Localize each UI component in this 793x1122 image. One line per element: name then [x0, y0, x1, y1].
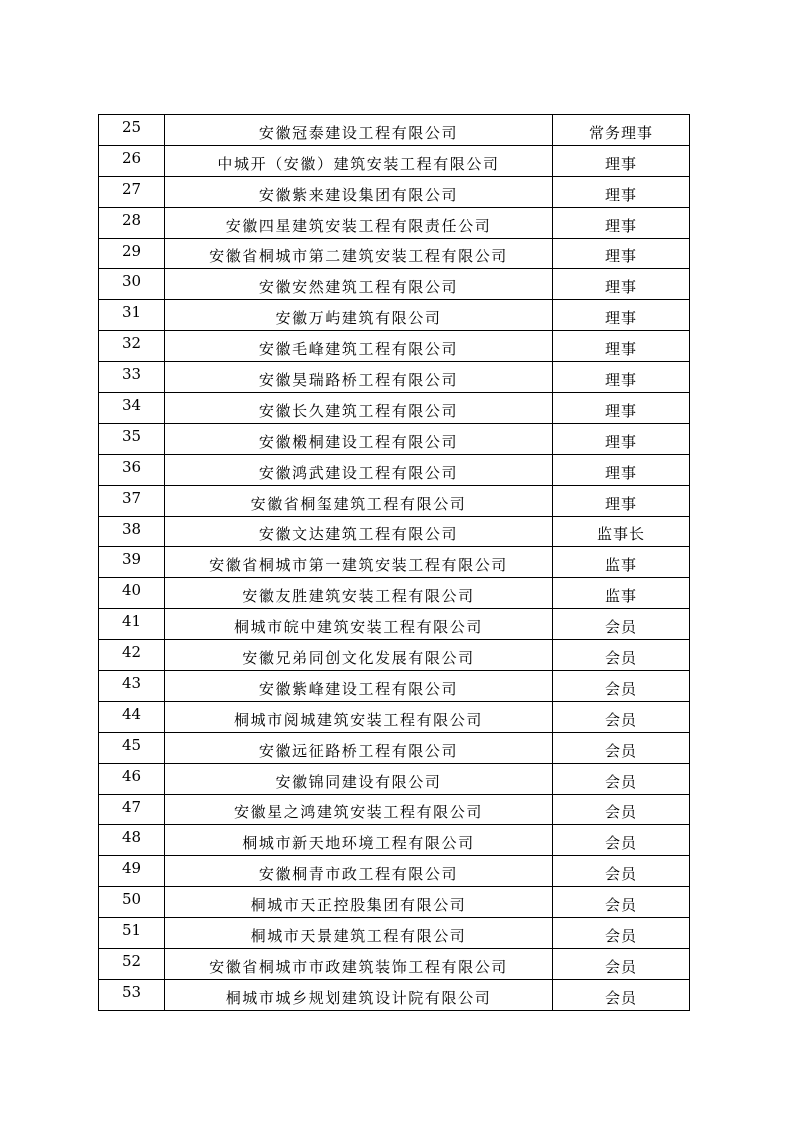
row-number-cell: 50	[99, 887, 165, 918]
table-row	[99, 701, 690, 732]
member-role-cell: 会员	[553, 918, 690, 949]
row-number-cell: 52	[99, 949, 165, 980]
company-name-cell: 安徽星之鸿建筑安装工程有限公司	[165, 794, 553, 825]
company-name-cell: 安徽昊瑞路桥工程有限公司	[165, 362, 553, 393]
row-number-cell: 27	[99, 176, 165, 207]
company-name-cell: 安徽省桐城市第一建筑安装工程有限公司	[165, 547, 553, 578]
member-role-cell: 理事	[553, 393, 690, 424]
company-name-cell: 安徽四星建筑安装工程有限责任公司	[165, 207, 553, 238]
row-number-cell: 47	[99, 794, 165, 825]
table-row	[99, 207, 690, 238]
member-role-cell: 会员	[553, 979, 690, 1010]
member-role-cell: 会员	[553, 732, 690, 763]
member-role-cell: 理事	[553, 145, 690, 176]
table-row	[99, 300, 690, 331]
company-name-cell: 安徽友胜建筑安装工程有限公司	[165, 578, 553, 609]
table-row	[99, 918, 690, 949]
company-name-cell: 安徽樧桐建设工程有限公司	[165, 423, 553, 454]
table-row	[99, 423, 690, 454]
row-number-cell: 32	[99, 331, 165, 362]
member-role-cell: 理事	[553, 362, 690, 393]
row-number-cell: 29	[99, 238, 165, 269]
row-number-cell: 42	[99, 640, 165, 671]
table-row	[99, 331, 690, 362]
member-role-cell: 会员	[553, 949, 690, 980]
table-row	[99, 485, 690, 516]
table-row	[99, 979, 690, 1010]
company-name-cell: 桐城市城乡规划建筑设计院有限公司	[165, 979, 553, 1010]
row-number-cell: 26	[99, 145, 165, 176]
table-row	[99, 238, 690, 269]
member-table-body	[99, 115, 690, 1011]
company-name-cell: 安徽省桐城市第二建筑安装工程有限公司	[165, 238, 553, 269]
row-number-cell: 39	[99, 547, 165, 578]
table-row	[99, 856, 690, 887]
member-role-cell: 会员	[553, 825, 690, 856]
table-row	[99, 362, 690, 393]
member-role-cell: 理事	[553, 423, 690, 454]
table-row	[99, 949, 690, 980]
company-name-cell: 安徽安然建筑工程有限公司	[165, 269, 553, 300]
member-role-cell: 常务理事	[553, 115, 690, 146]
table-row	[99, 145, 690, 176]
member-role-cell: 会员	[553, 887, 690, 918]
company-name-cell: 桐城市新天地环境工程有限公司	[165, 825, 553, 856]
table-row	[99, 671, 690, 702]
row-number-cell: 43	[99, 671, 165, 702]
member-role-cell: 会员	[553, 856, 690, 887]
member-role-cell: 会员	[553, 671, 690, 702]
row-number-cell: 28	[99, 207, 165, 238]
table-row	[99, 176, 690, 207]
member-role-cell: 会员	[553, 640, 690, 671]
company-name-cell: 安徽桐青市政工程有限公司	[165, 856, 553, 887]
company-name-cell: 安徽省桐玺建筑工程有限公司	[165, 485, 553, 516]
company-name-cell: 桐城市皖中建筑安装工程有限公司	[165, 609, 553, 640]
row-number-cell: 25	[99, 115, 165, 146]
row-number-cell: 53	[99, 979, 165, 1010]
table-row	[99, 393, 690, 424]
company-name-cell: 安徽长久建筑工程有限公司	[165, 393, 553, 424]
member-role-cell: 会员	[553, 794, 690, 825]
company-name-cell: 安徽兄弟同创文化发展有限公司	[165, 640, 553, 671]
table-row	[99, 794, 690, 825]
company-name-cell: 桐城市阅城建筑安装工程有限公司	[165, 701, 553, 732]
member-role-cell: 监事	[553, 578, 690, 609]
company-name-cell: 安徽文达建筑工程有限公司	[165, 516, 553, 547]
row-number-cell: 36	[99, 454, 165, 485]
member-role-cell: 理事	[553, 176, 690, 207]
table-row	[99, 887, 690, 918]
table-row	[99, 825, 690, 856]
row-number-cell: 33	[99, 362, 165, 393]
row-number-cell: 30	[99, 269, 165, 300]
member-role-cell: 会员	[553, 701, 690, 732]
member-role-cell: 监事长	[553, 516, 690, 547]
member-role-cell: 会员	[553, 763, 690, 794]
row-number-cell: 48	[99, 825, 165, 856]
member-role-cell: 理事	[553, 238, 690, 269]
row-number-cell: 31	[99, 300, 165, 331]
company-name-cell: 桐城市天景建筑工程有限公司	[165, 918, 553, 949]
company-name-cell: 安徽毛峰建筑工程有限公司	[165, 331, 553, 362]
row-number-cell: 45	[99, 732, 165, 763]
company-name-cell: 安徽锦同建设有限公司	[165, 763, 553, 794]
row-number-cell: 51	[99, 918, 165, 949]
row-number-cell: 40	[99, 578, 165, 609]
row-number-cell: 34	[99, 393, 165, 424]
row-number-cell: 46	[99, 763, 165, 794]
table-row	[99, 609, 690, 640]
company-name-cell: 安徽鸿武建设工程有限公司	[165, 454, 553, 485]
table-row	[99, 115, 690, 146]
company-name-cell: 中城开（安徽）建筑安装工程有限公司	[165, 145, 553, 176]
company-name-cell: 安徽紫来建设集团有限公司	[165, 176, 553, 207]
company-name-cell: 安徽省桐城市市政建筑装饰工程有限公司	[165, 949, 553, 980]
company-name-cell: 安徽冠泰建设工程有限公司	[165, 115, 553, 146]
company-name-cell: 安徽远征路桥工程有限公司	[165, 732, 553, 763]
row-number-cell: 41	[99, 609, 165, 640]
table-row	[99, 763, 690, 794]
member-role-cell: 理事	[553, 485, 690, 516]
member-role-cell: 理事	[553, 300, 690, 331]
row-number-cell: 38	[99, 516, 165, 547]
table-row	[99, 732, 690, 763]
member-role-cell: 理事	[553, 331, 690, 362]
row-number-cell: 49	[99, 856, 165, 887]
member-role-cell: 监事	[553, 547, 690, 578]
company-name-cell: 安徽紫峰建设工程有限公司	[165, 671, 553, 702]
table-row	[99, 516, 690, 547]
table-row	[99, 578, 690, 609]
member-role-cell: 理事	[553, 207, 690, 238]
company-name-cell: 桐城市天正控股集团有限公司	[165, 887, 553, 918]
row-number-cell: 44	[99, 701, 165, 732]
row-number-cell: 35	[99, 423, 165, 454]
table-row	[99, 640, 690, 671]
member-role-cell: 会员	[553, 609, 690, 640]
member-table	[98, 114, 690, 1011]
row-number-cell: 37	[99, 485, 165, 516]
table-row	[99, 454, 690, 485]
member-role-cell: 理事	[553, 454, 690, 485]
table-row	[99, 547, 690, 578]
company-name-cell: 安徽万屿建筑有限公司	[165, 300, 553, 331]
member-role-cell: 理事	[553, 269, 690, 300]
table-row	[99, 269, 690, 300]
